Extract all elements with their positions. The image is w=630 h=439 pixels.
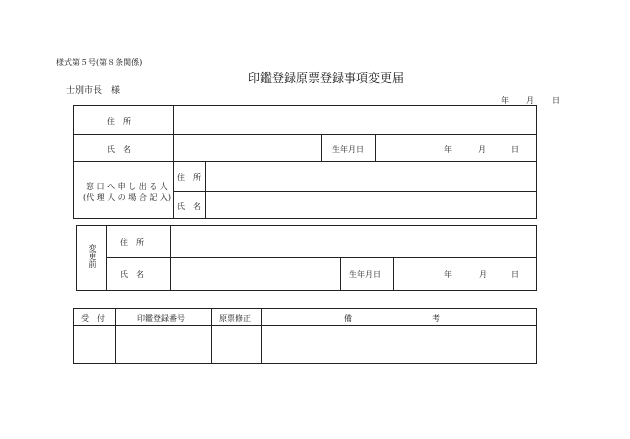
counter-label-line2: (代 理 人 の 場 合 記 入) — [83, 193, 172, 202]
before-birth-month: 月 — [479, 270, 487, 279]
before-name-field[interactable] — [171, 258, 339, 289]
remarks-cell[interactable] — [262, 326, 536, 363]
applicant-table — [73, 105, 537, 219]
registration-number-header: 印鑑登録番号 — [137, 314, 185, 323]
applicant-name-label: 氏 名 — [107, 145, 131, 154]
before-address-field[interactable] — [171, 227, 536, 256]
applicant-birth-label: 生年月日 — [332, 145, 364, 154]
applicant-birth-month: 月 — [478, 145, 486, 154]
before-birth-day: 日 — [511, 270, 519, 279]
form-number-note: 様式第５号(第８条関係) — [56, 58, 143, 67]
applicant-birth-year: 年 — [444, 145, 452, 154]
before-birth-year: 年 — [444, 270, 452, 279]
before-name-label: 氏 名 — [120, 270, 144, 279]
applicant-name-field[interactable] — [174, 135, 320, 160]
counter-address-field[interactable] — [206, 162, 536, 190]
addressee: 士別市長 様 — [66, 86, 121, 96]
reception-header: 受 付 — [81, 314, 105, 323]
date-day-label: 日 — [552, 96, 560, 105]
before-birth-label: 生年月日 — [349, 270, 381, 279]
registration-number-cell[interactable] — [116, 326, 210, 363]
counter-name-label: 氏 名 — [177, 202, 201, 211]
record-correction-header: 原票修正 — [219, 314, 251, 323]
applicant-birth-day: 日 — [511, 145, 519, 154]
before-change-side-label: 変更前 — [88, 244, 97, 268]
counter-name-field[interactable] — [206, 192, 536, 218]
counter-label-line1: 窓 口 へ 申 し 出 る 人 — [86, 182, 168, 191]
record-correction-cell[interactable] — [212, 326, 260, 363]
reception-cell[interactable] — [75, 326, 114, 363]
page-title: 印鑑登録原票登録事項変更届 — [248, 71, 405, 85]
date-year-label: 年 — [501, 96, 509, 105]
before-address-label: 住 所 — [120, 238, 144, 247]
applicant-address-label: 住 所 — [107, 117, 131, 126]
counter-address-label: 住 所 — [177, 173, 201, 182]
date-month-label: 月 — [526, 96, 534, 105]
office-use-table — [73, 308, 537, 364]
applicant-address-field[interactable] — [174, 107, 536, 133]
remarks-header: 備 考 — [344, 314, 440, 323]
before-change-table — [76, 225, 537, 291]
